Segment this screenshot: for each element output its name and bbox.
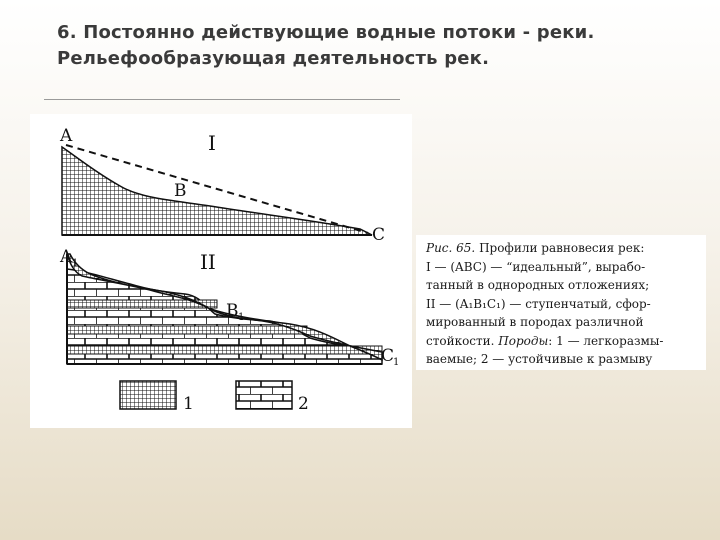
profile-1-point-c: C	[372, 225, 386, 245]
caption-line-1-text: Профили равновесия рек:	[475, 241, 645, 255]
caption-line-1	[426, 239, 704, 258]
legend-swatch-brick	[236, 381, 292, 409]
caption-rocks-label: Породы	[498, 333, 549, 348]
caption-line-3: танный в однородных отложениях;	[426, 278, 650, 292]
profile-2-roman: II	[200, 250, 216, 274]
profile-1-roman: I	[208, 131, 216, 155]
caption-line-6-tail: : 1 — легкоразмы-	[548, 333, 664, 348]
profile-1-point-a: A	[60, 126, 73, 146]
profile-2	[59, 247, 399, 368]
river-profile-figure	[30, 114, 412, 428]
slide-title: 6. Постоянно действующие водные потоки - реки. Рельефообразующая деятельность рек.	[57, 22, 595, 69]
profile-2-point-b-subscript: 1	[238, 312, 245, 323]
caption-line-7: ваемые; 2 — устойчивые к размыву	[426, 352, 653, 366]
caption-line-6	[426, 332, 704, 351]
profile-1	[59, 126, 385, 245]
profile-1-point-b: B	[174, 181, 187, 201]
legend	[120, 381, 309, 414]
river-profile-diagram	[30, 114, 412, 428]
caption-line-5: мированный в породах различной	[426, 315, 644, 329]
caption-line-4: II — (A₁B₁C₁) — ступенчатый, сфор-	[426, 296, 651, 311]
title-divider	[44, 99, 400, 100]
figure-caption-box	[416, 235, 706, 370]
profile-1-deposits	[62, 147, 372, 235]
profile-2-layer-band-3	[67, 346, 382, 354]
profile-2-point-a: A	[60, 247, 73, 267]
caption-line-6-text: стойкости.	[426, 333, 499, 348]
profile-2-point-c: C	[381, 346, 395, 366]
legend-number-2: 2	[298, 394, 309, 414]
legend-number-1: 1	[183, 394, 194, 414]
profile-2-layer-band-2	[67, 326, 307, 334]
figure-caption	[426, 239, 704, 369]
profile-2-point-b: B	[226, 301, 239, 321]
profile-2-point-a-subscript: 1	[72, 258, 79, 269]
profile-2-point-c-subscript: 1	[393, 357, 400, 368]
legend-swatch-hatch	[120, 381, 176, 409]
caption-line-2: I — (ABC) — “идеальный”, вырабо-	[426, 259, 646, 274]
caption-figure-ref: Рис. 65.	[426, 241, 476, 255]
